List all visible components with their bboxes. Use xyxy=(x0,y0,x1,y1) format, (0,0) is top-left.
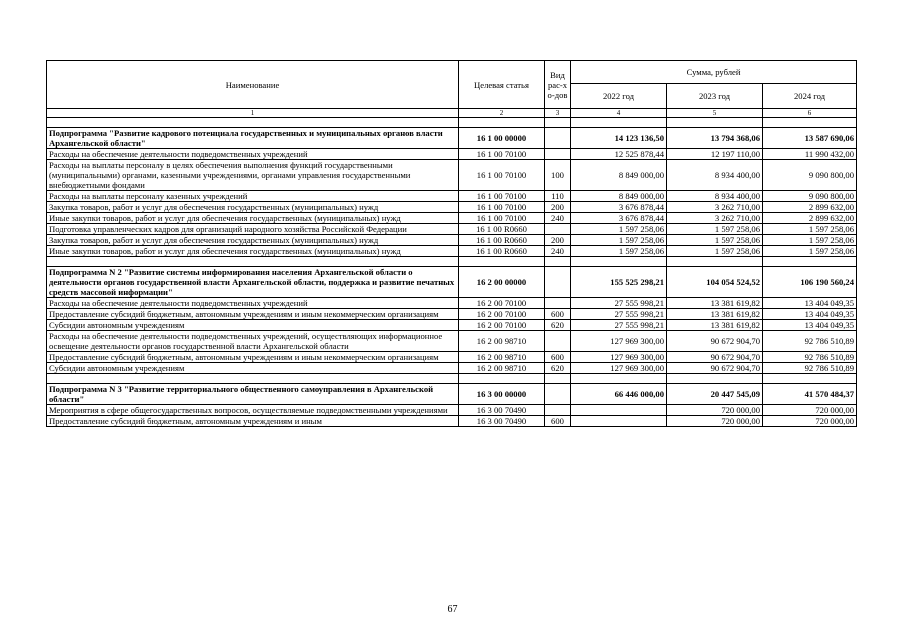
row-target-article: 16 3 00 70490 xyxy=(459,416,545,427)
row-name: Предоставление субсидий бюджетным, автономным учреждениям и иным некоммерческим организациям xyxy=(47,309,459,320)
row-sum-2022: 1 597 258,06 xyxy=(571,235,667,246)
budget-table xyxy=(46,60,857,427)
empty-cell xyxy=(763,374,857,384)
header-year-2023: 2023 год xyxy=(667,84,763,109)
row-sum-2023: 3 262 710,00 xyxy=(667,202,763,213)
table-row xyxy=(47,191,857,202)
table-row xyxy=(47,235,857,246)
row-expense-type: 600 xyxy=(545,352,571,363)
row-sum-2022: 8 849 000,00 xyxy=(571,160,667,191)
row-sum-2024: 1 597 258,06 xyxy=(763,224,857,235)
row-sum-2022: 14 123 136,50 xyxy=(571,128,667,149)
row-expense-type: 600 xyxy=(545,309,571,320)
row-sum-2022: 127 969 300,00 xyxy=(571,352,667,363)
row-sum-2024: 9 090 800,00 xyxy=(763,160,857,191)
row-sum-2023: 8 934 400,00 xyxy=(667,160,763,191)
row-sum-2024: 9 090 800,00 xyxy=(763,191,857,202)
row-name: Субсидии автономным учреждениям xyxy=(47,363,459,374)
row-sum-2024: 92 786 510,89 xyxy=(763,331,857,352)
row-sum-2024: 13 587 690,06 xyxy=(763,128,857,149)
table-row xyxy=(47,352,857,363)
row-sum-2022: 8 849 000,00 xyxy=(571,191,667,202)
row-sum-2024: 11 990 432,00 xyxy=(763,149,857,160)
subprogram-row xyxy=(47,384,857,405)
row-expense-type xyxy=(545,331,571,352)
empty-cell xyxy=(545,118,571,128)
row-name: Иные закупки товаров, работ и услуг для обеспечения государственных (муниципальных) нужд xyxy=(47,213,459,224)
row-sum-2022 xyxy=(571,405,667,416)
row-sum-2023: 90 672 904,70 xyxy=(667,352,763,363)
row-sum-2024: 1 597 258,06 xyxy=(763,235,857,246)
header-expense-type: Вид рас-хо-дов xyxy=(545,61,571,109)
row-sum-2023: 1 597 258,06 xyxy=(667,235,763,246)
column-number: 4 xyxy=(571,109,667,118)
row-target-article: 16 3 00 70490 xyxy=(459,405,545,416)
row-expense-type: 200 xyxy=(545,202,571,213)
row-expense-type xyxy=(545,128,571,149)
row-sum-2022: 127 969 300,00 xyxy=(571,363,667,374)
empty-cell xyxy=(763,118,857,128)
row-target-article: 16 1 00 R0660 xyxy=(459,224,545,235)
row-sum-2023: 13 794 368,06 xyxy=(667,128,763,149)
row-target-article: 16 1 00 70100 xyxy=(459,160,545,191)
table-row xyxy=(47,224,857,235)
spacer-row xyxy=(47,257,857,267)
row-sum-2024: 13 404 049,35 xyxy=(763,298,857,309)
row-expense-type xyxy=(545,224,571,235)
table-row xyxy=(47,160,857,191)
empty-cell xyxy=(47,118,459,128)
table-row xyxy=(47,331,857,352)
column-number: 5 xyxy=(667,109,763,118)
row-expense-type: 620 xyxy=(545,320,571,331)
table-row xyxy=(47,416,857,427)
row-expense-type xyxy=(545,384,571,405)
row-target-article: 16 3 00 00000 xyxy=(459,384,545,405)
row-sum-2023: 720 000,00 xyxy=(667,405,763,416)
row-name: Расходы на обеспечение деятельности подведомственных учреждений xyxy=(47,298,459,309)
row-name: Подготовка управленческих кадров для организаций народного хозяйства Российской Федерации xyxy=(47,224,459,235)
row-name: Расходы на обеспечение деятельности подведомственных учреждений xyxy=(47,149,459,160)
header-row-1 xyxy=(47,61,857,84)
subprogram-row xyxy=(47,128,857,149)
row-target-article: 16 1 00 00000 xyxy=(459,128,545,149)
header-target-article: Целевая статья xyxy=(459,61,545,109)
column-number: 1 xyxy=(47,109,459,118)
row-sum-2022: 27 555 998,21 xyxy=(571,309,667,320)
row-name: Расходы на обеспечение деятельности подведомственных учреждений, осуществляющих информационное освещение деятельности органов государственной власти Архангельской области xyxy=(47,331,459,352)
row-expense-type xyxy=(545,298,571,309)
empty-cell xyxy=(47,374,459,384)
row-name: Предоставление субсидий бюджетным, автономным учреждениям и иным xyxy=(47,416,459,427)
row-sum-2022 xyxy=(571,416,667,427)
column-number: 2 xyxy=(459,109,545,118)
row-sum-2023: 13 381 619,82 xyxy=(667,309,763,320)
table-row xyxy=(47,149,857,160)
row-sum-2022: 127 969 300,00 xyxy=(571,331,667,352)
header-year-2024: 2024 год xyxy=(763,84,857,109)
row-expense-type: 600 xyxy=(545,416,571,427)
row-sum-2023: 8 934 400,00 xyxy=(667,191,763,202)
row-target-article: 16 1 00 70100 xyxy=(459,191,545,202)
row-expense-type: 240 xyxy=(545,213,571,224)
header-sum-title: Сумма, рублей xyxy=(571,61,857,84)
empty-cell xyxy=(545,374,571,384)
row-expense-type: 200 xyxy=(545,235,571,246)
table-row xyxy=(47,363,857,374)
row-name: Закупка товаров, работ и услуг для обеспечения государственных (муниципальных) нужд xyxy=(47,235,459,246)
subprogram-row xyxy=(47,267,857,298)
column-number: 6 xyxy=(763,109,857,118)
row-target-article: 16 1 00 70100 xyxy=(459,213,545,224)
row-name: Мероприятия в сфере общегосударственных вопросов, осуществляемые подведомственными учреждениями xyxy=(47,405,459,416)
header-name: Наименование xyxy=(47,61,459,109)
empty-cell xyxy=(47,257,459,267)
empty-cell xyxy=(667,257,763,267)
row-target-article: 16 2 00 98710 xyxy=(459,331,545,352)
spacer-row xyxy=(47,118,857,128)
row-sum-2022: 1 597 258,06 xyxy=(571,224,667,235)
row-target-article: 16 2 00 98710 xyxy=(459,352,545,363)
row-name: Предоставление субсидий бюджетным, автономным учреждениям и иным некоммерческим организациям xyxy=(47,352,459,363)
row-sum-2022: 66 446 000,00 xyxy=(571,384,667,405)
row-sum-2023: 12 197 110,00 xyxy=(667,149,763,160)
row-name: Подпрограмма N 2 "Развитие системы информирования населения Архангельской области о деятельности органов государственной власти Архангельской области, поддержка и развитие печатных средств массовой информации" xyxy=(47,267,459,298)
row-target-article: 16 2 00 00000 xyxy=(459,267,545,298)
row-sum-2023: 3 262 710,00 xyxy=(667,213,763,224)
row-name: Закупка товаров, работ и услуг для обеспечения государственных (муниципальных) нужд xyxy=(47,202,459,213)
row-expense-type: 100 xyxy=(545,160,571,191)
table-row xyxy=(47,213,857,224)
row-sum-2023: 13 381 619,82 xyxy=(667,298,763,309)
spacer-row xyxy=(47,374,857,384)
empty-cell xyxy=(571,118,667,128)
header-year-2022: 2022 год xyxy=(571,84,667,109)
row-expense-type xyxy=(545,405,571,416)
row-sum-2022: 3 676 878,44 xyxy=(571,213,667,224)
row-sum-2023: 13 381 619,82 xyxy=(667,320,763,331)
row-sum-2023: 20 447 545,09 xyxy=(667,384,763,405)
row-sum-2024: 1 597 258,06 xyxy=(763,246,857,257)
row-sum-2024: 92 786 510,89 xyxy=(763,352,857,363)
empty-cell xyxy=(571,257,667,267)
row-expense-type: 620 xyxy=(545,363,571,374)
row-name: Расходы на выплаты персоналу в целях обеспечения выполнения функций государственными (муниципальными) органами, казенными учреждениями, органами управления государственными внебюджетными фондами xyxy=(47,160,459,191)
empty-cell xyxy=(459,374,545,384)
row-target-article: 16 1 00 70100 xyxy=(459,149,545,160)
page-number: 67 xyxy=(447,604,458,615)
row-target-article: 16 2 00 70100 xyxy=(459,320,545,331)
row-name: Субсидии автономным учреждениям xyxy=(47,320,459,331)
budget-table-container xyxy=(46,60,856,427)
row-expense-type xyxy=(545,149,571,160)
row-sum-2022: 155 525 298,21 xyxy=(571,267,667,298)
row-sum-2023: 1 597 258,06 xyxy=(667,224,763,235)
table-row xyxy=(47,405,857,416)
row-target-article: 16 2 00 70100 xyxy=(459,309,545,320)
row-sum-2024: 41 570 484,37 xyxy=(763,384,857,405)
row-sum-2022: 3 676 878,44 xyxy=(571,202,667,213)
row-name: Расходы на выплаты персоналу казенных учреждений xyxy=(47,191,459,202)
row-name: Подпрограмма N 3 "Развитие территориального общественного самоуправления в Архангельской области" xyxy=(47,384,459,405)
row-sum-2024: 720 000,00 xyxy=(763,405,857,416)
empty-cell xyxy=(571,374,667,384)
row-name: Иные закупки товаров, работ и услуг для обеспечения государственных (муниципальных) нужд xyxy=(47,246,459,257)
empty-cell xyxy=(667,118,763,128)
empty-cell xyxy=(667,374,763,384)
row-sum-2023: 1 597 258,06 xyxy=(667,246,763,257)
row-target-article: 16 1 00 R0660 xyxy=(459,246,545,257)
column-number-row xyxy=(47,109,857,118)
table-row xyxy=(47,320,857,331)
row-sum-2024: 13 404 049,35 xyxy=(763,309,857,320)
row-target-article: 16 2 00 98710 xyxy=(459,363,545,374)
row-sum-2024: 2 899 632,00 xyxy=(763,202,857,213)
row-name: Подпрограмма "Развитие кадрового потенциала государственных и муниципальных органов власти Архангельской области" xyxy=(47,128,459,149)
row-sum-2023: 90 672 904,70 xyxy=(667,363,763,374)
table-row xyxy=(47,202,857,213)
row-sum-2024: 92 786 510,89 xyxy=(763,363,857,374)
table-row xyxy=(47,309,857,320)
row-target-article: 16 1 00 R0660 xyxy=(459,235,545,246)
empty-cell xyxy=(545,257,571,267)
row-sum-2023: 104 054 524,52 xyxy=(667,267,763,298)
row-sum-2024: 720 000,00 xyxy=(763,416,857,427)
empty-cell xyxy=(763,257,857,267)
row-expense-type: 240 xyxy=(545,246,571,257)
row-sum-2023: 720 000,00 xyxy=(667,416,763,427)
row-expense-type: 110 xyxy=(545,191,571,202)
table-row xyxy=(47,298,857,309)
column-number: 3 xyxy=(545,109,571,118)
row-sum-2022: 27 555 998,21 xyxy=(571,298,667,309)
row-sum-2022: 1 597 258,06 xyxy=(571,246,667,257)
row-sum-2022: 12 525 878,44 xyxy=(571,149,667,160)
row-target-article: 16 2 00 70100 xyxy=(459,298,545,309)
row-sum-2024: 13 404 049,35 xyxy=(763,320,857,331)
row-expense-type xyxy=(545,267,571,298)
row-target-article: 16 1 00 70100 xyxy=(459,202,545,213)
empty-cell xyxy=(459,257,545,267)
row-sum-2023: 90 672 904,70 xyxy=(667,331,763,352)
table-row xyxy=(47,246,857,257)
row-sum-2024: 106 190 560,24 xyxy=(763,267,857,298)
row-sum-2022: 27 555 998,21 xyxy=(571,320,667,331)
empty-cell xyxy=(459,118,545,128)
row-sum-2024: 2 899 632,00 xyxy=(763,213,857,224)
